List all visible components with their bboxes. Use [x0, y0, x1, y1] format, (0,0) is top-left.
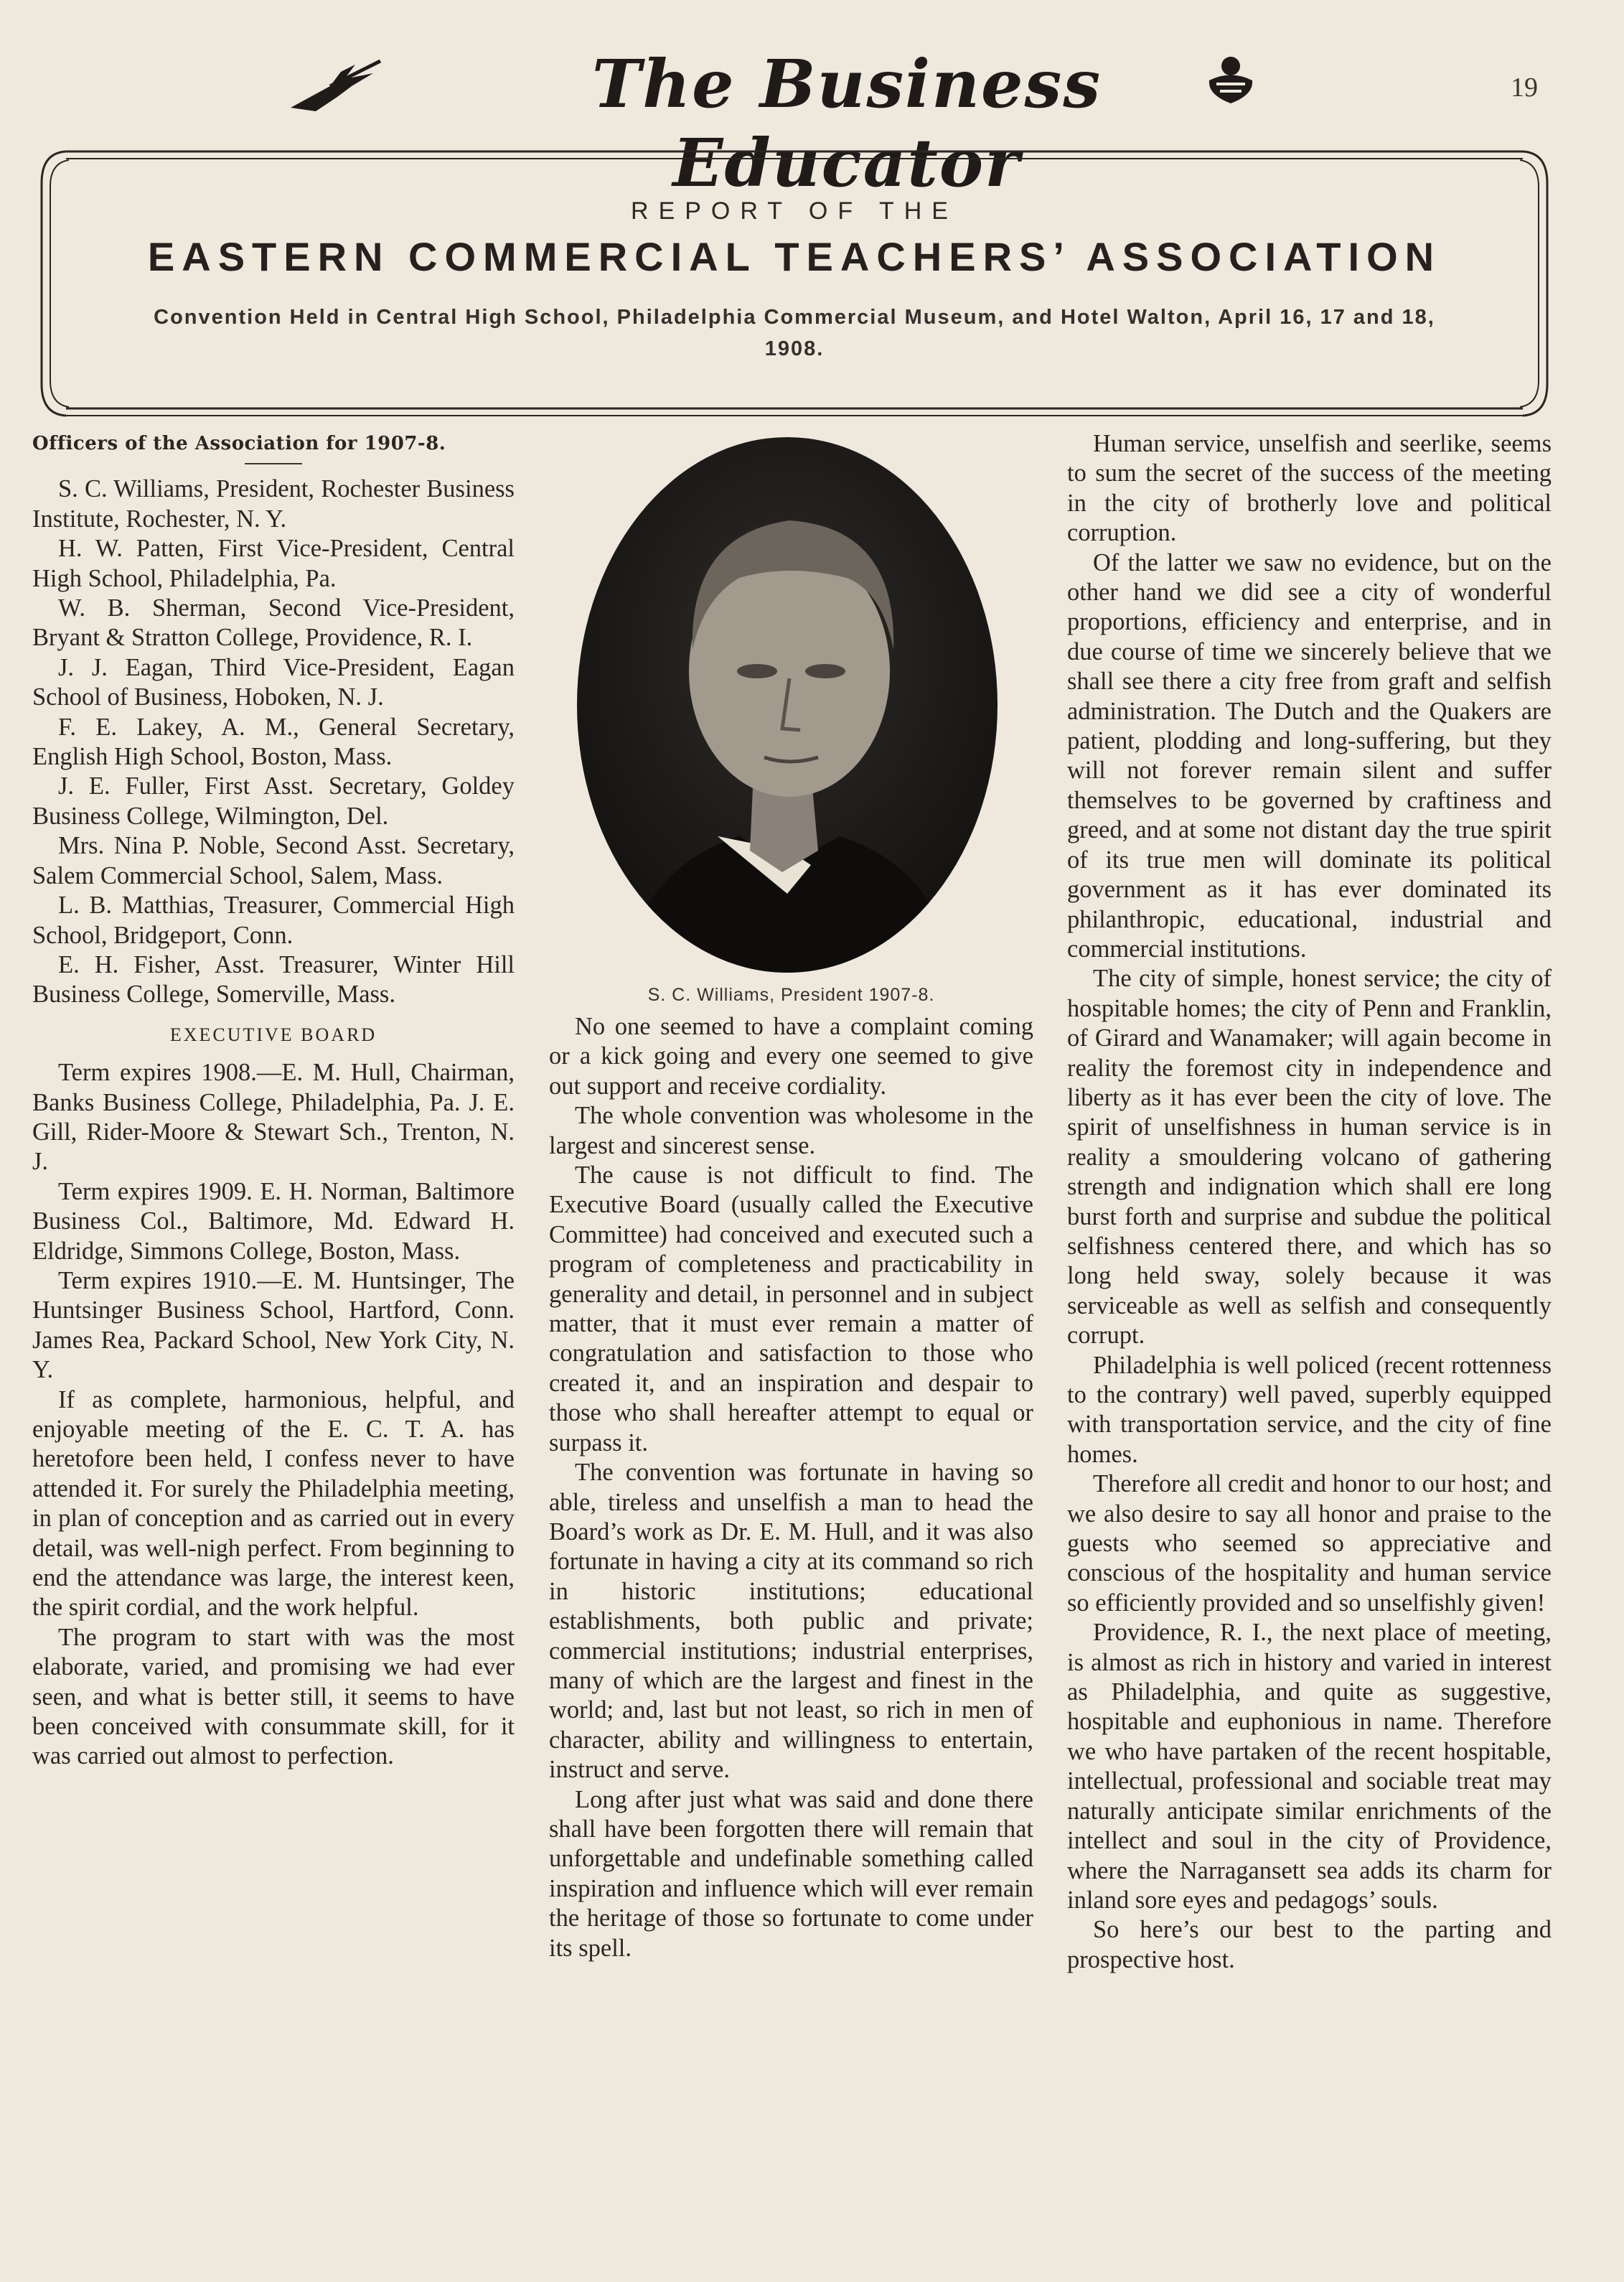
- paragraph: Providence, R. I., the next place of meeting, is almost as rich in history and varied in interest as Philadelphia, and quite as suggestive, hospitable and euphonious in name. Therefore we who have partaken of the recent hospitable, intellectual, professional and sociable treat may naturally anticipate similar enrichments of the intellect and soul in the city of Providence, where the Narragansett sea adds its charm for inland sore eyes and pedagogs’ souls.: [1067, 1619, 1552, 1914]
- paragraph: Long after just what was said and done there shall have been forgotten there will remain that unforgettable and undefinable something called inspiration and influence which will ever remain the heritage of those so fortunate to come under its spell.: [549, 1785, 1033, 1962]
- paragraph: If as complete, harmonious, helpful, and enjoyable meeting of the E. C. T. A. has heretofore been held, I confess never to have attended it. For surely the Philadelphia meeting, in plan of conception and as carried out in every detail, was well-nigh perfect. From beginning to end the attendance was large, the interest keen, the spirit cordial, and the work helpful.: [32, 1385, 515, 1622]
- paragraph: The cause is not difficult to find. The Executive Board (usually called the Executive Committee) had conceived and executed such a program of completeness and practicability in generality and detail, in personnel and in subject matter, that it must ever remain a matter of congratulation and satisfaction to those who created it, and an inspiration and despair to those who shall hereafter attempt to equal or surpass it.: [549, 1161, 1033, 1456]
- officer-entry: F. E. Lakey, A. M., General Secretary, English High School, Boston, Mass.: [32, 713, 515, 771]
- officer-entry: S. C. Williams, President, Rochester Business Institute, Rochester, N. Y.: [32, 475, 515, 533]
- officer-entry: Mrs. Nina P. Noble, Second Asst. Secretary, Salem Commercial School, Salem, Mass.: [32, 832, 515, 889]
- paragraph: The city of simple, honest service; the city of hospitable homes; the city of Penn and Franklin, of Girard and Wanamaker; will again become in reality the foremost city in independence and liberty as it has ever been the city of love. The spirit of unselfishness in human service is in reality a smouldering volcano of gathering strength and indignation which shall ere long burst forth and surprise and subdue the political selfishness centered there, and which has so long held sway, solely because it was serviceable as well as selfish and consequently corrupt.: [1067, 965, 1552, 1350]
- board-entry: Term expires 1910.—E. M. Huntsinger, The Huntsinger Business School, Hartford, Conn. James Rea, Packard School, New York City, N. Y.: [32, 1266, 515, 1384]
- board-entry: Term expires 1908.—E. M. Hull, Chairman, Banks Business College, Philadelphia, Pa. J. E. Gill, Rider-Moore & Stewart Sch., Trenton, N. J.: [32, 1059, 515, 1176]
- officers-heading: Officers of the Association for 1907-8.: [32, 433, 446, 454]
- masthead-title: The Business Educator: [591, 45, 1102, 202]
- divider: [245, 463, 302, 464]
- paragraph: No one seemed to have a complaint coming or a kick going and every one seemed to give out support and receive cordiality.: [549, 1013, 1033, 1100]
- paragraph: The convention was fortunate in having so able, tireless and unselfish a man to head the Board’s work as Dr. E. M. Hull, and it was also fortunate in having a city at its command so rich in historic institutions; educational establishments, both public and private; commercial institutions; industrial enterprises, many of which are the largest and finest in the world; and, last but not least, so rich in men of character, ability and willingness to entertain, instruct and serve.: [549, 1459, 1033, 1784]
- association-name: EASTERN COMMERCIAL TEACHERS’ ASSOCIATION: [147, 234, 1442, 279]
- officer-entry: W. B. Sherman, Second Vice-President, Bryant & Stratton College, Providence, R. I.: [32, 594, 515, 652]
- emblem-icon: [1202, 52, 1259, 112]
- portrait-caption: S. C. Williams, President 1907-8.: [647, 985, 935, 1005]
- officer-entry: J. J. Eagan, Third Vice-President, Eagan School of Business, Hoboken, N. J.: [32, 653, 515, 711]
- paragraph: The program to start with was the most elaborate, varied, and promising we had ever seen, and what is better still, it seems to have been conceived with consummate skill, for it was carried out almost to perfection.: [32, 1623, 515, 1770]
- officer-entry: H. W. Patten, First Vice-President, Central High School, Philadelphia, Pa.: [32, 535, 515, 592]
- pen-quill-icon: [287, 57, 388, 118]
- column-3: [1067, 429, 1552, 1975]
- paragraph: Human service, unselfish and seerlike, seems to sum the secret of the success of the meeting in the city of brotherly love and political corruption.: [1067, 430, 1552, 547]
- paragraph: So here’s our best to the parting and prospective host.: [1067, 1916, 1552, 1973]
- officer-entry: E. H. Fisher, Asst. Treasurer, Winter Hill Business College, Somerville, Mass.: [32, 950, 515, 1009]
- officer-entry: L. B. Matthias, Treasurer, Commercial High School, Bridgeport, Conn.: [32, 892, 515, 949]
- officer-entry: J. E. Fuller, First Asst. Secretary, Goldey Business College, Wilmington, Del.: [32, 772, 515, 830]
- report-header: [37, 147, 1552, 420]
- paragraph: The whole convention was wholesome in the largest and sincerest sense.: [549, 1102, 1033, 1159]
- executive-board-heading: EXECUTIVE BOARD: [169, 1024, 377, 1045]
- report-of: REPORT OF THE: [631, 197, 958, 225]
- paragraph: Philadelphia is well policed (recent rottenness to the contrary) well paved, superbly equipped with transportation service, and the city of fine homes.: [1067, 1351, 1552, 1468]
- portrait-photo: [574, 434, 1001, 976]
- column-2: [549, 1012, 1033, 1963]
- board-entry: Term expires 1909. E. H. Norman, Baltimore Business Col., Baltimore, Md. Edward H. Eldridge, Simmons College, Boston, Mass.: [32, 1177, 515, 1265]
- paragraph: Of the latter we saw no evidence, but on the other hand we did see a city of wonderful proportions, efficiency and enterprise, and in due course of time we sincerely believe that we shall see there a city free from graft and selfish administration. The Dutch and the Quakers are patient, plodding and long-suffering, but they will not forever remain silent and suffer themselves to be governed by craftiness and greed, and at some not distant day the true spirit of its true men will dominate its political government as it has ever dominated its philanthropic, educational, industrial and commercial institutions.: [1067, 548, 1552, 963]
- masthead: [287, 45, 1435, 202]
- convention-details: Convention Held in Central High School, Philadelphia Commercial Museum, and Hotel Walton, April 16, 17 and 18, 1908.: [154, 306, 1435, 360]
- page-number: 19: [1511, 73, 1538, 103]
- paragraph: Therefore all credit and honor to our host; and we also desire to say all honor and praise to the guests who seemed so appreciative and conscious of the hospitality and human service so efficiently provided and so unselfishly given!: [1067, 1470, 1552, 1617]
- column-1: [32, 429, 515, 1772]
